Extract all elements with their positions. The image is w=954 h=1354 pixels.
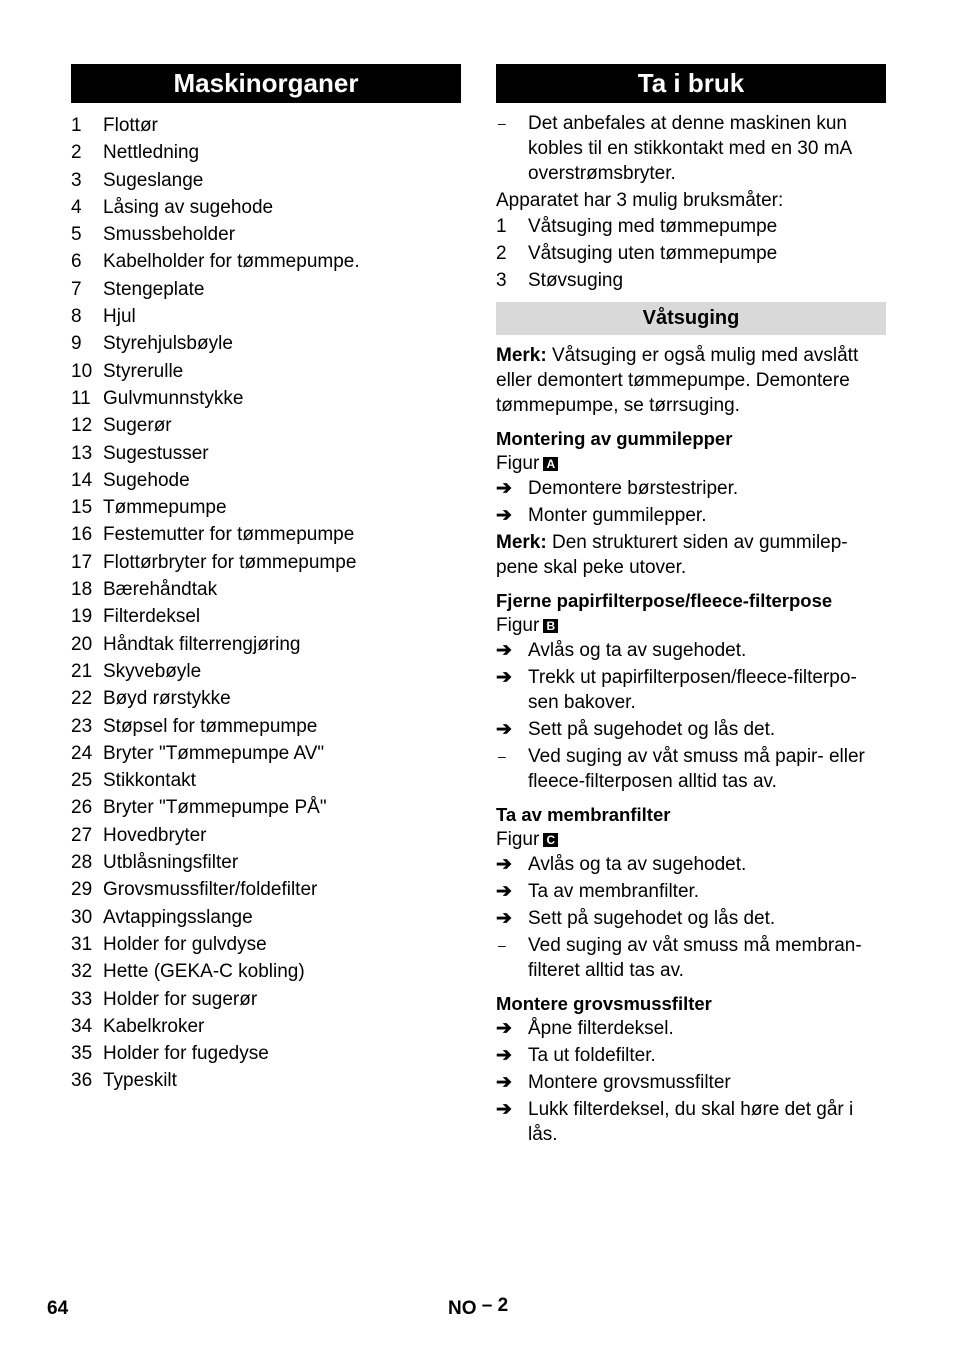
item-text: Stengeplate — [103, 278, 205, 300]
item-text: Utblåsningsfilter — [103, 852, 239, 874]
list-item — [71, 822, 461, 849]
item-text: Håndtak filterrengjøring — [103, 633, 301, 655]
dash-item — [496, 744, 886, 794]
item-text: Gulvmunnstykke — [103, 387, 244, 409]
dash-marker: – — [498, 937, 506, 953]
list-item — [496, 213, 886, 240]
list-item — [71, 876, 461, 903]
note-text: Våtsuging er også mulig med avslått eller demontert tømmepumpe. Demontere tømmepumpe, se tørrsuging. — [496, 345, 859, 416]
step-text: Ta av membranfilter. — [528, 881, 700, 902]
item-number: 11 — [71, 387, 91, 409]
step-item — [496, 503, 886, 528]
list-item — [71, 931, 461, 958]
figure-badge: B — [543, 619, 558, 633]
list-item — [71, 248, 461, 275]
step-item — [496, 665, 886, 715]
item-number: 8 — [71, 306, 82, 328]
list-item — [71, 276, 461, 303]
intro-note — [496, 111, 886, 186]
item-text: Bryter "Tømmepumpe PÅ" — [103, 797, 327, 819]
note-text: Den strukturert siden av gummilep-pene skal peke utover. — [496, 532, 848, 578]
figure-ref-c: Figur C — [496, 827, 886, 852]
list-item — [71, 303, 461, 330]
dash-item — [496, 933, 886, 983]
item-number: 34 — [71, 1015, 93, 1037]
item-number: 31 — [71, 933, 93, 955]
item-number: 1 — [71, 115, 82, 136]
list-item — [71, 412, 461, 439]
note-gummilepper — [496, 530, 886, 580]
page-number: 64 — [47, 1298, 69, 1319]
item-text: Hette (GEKA-C kobling) — [103, 961, 305, 983]
figure-badge: C — [543, 833, 558, 847]
modes-intro: Apparatet har 3 mulig bruksmåter: — [496, 190, 784, 211]
item-text: Holder for gulvdyse — [103, 933, 267, 955]
step-text: Åpne filterdeksel. — [528, 1018, 674, 1039]
dash-item-text: Ved suging av våt smuss må membran-filteret alltid tas av. — [528, 935, 862, 981]
step-text: Lukk filterdeksel, du skal høre det går i lås. — [528, 1099, 854, 1145]
list-item — [71, 631, 461, 658]
item-number: 6 — [71, 251, 82, 273]
modes-list — [496, 213, 886, 294]
heading-fjerne-filterpose: Fjerne papirfilterpose/fleece-filterpose — [496, 590, 833, 611]
item-text: Bøyd rørstykke — [103, 688, 231, 710]
list-item — [496, 240, 886, 267]
list-item — [71, 494, 461, 521]
steps-list — [496, 476, 886, 528]
step-text: Sett på sugehodet og lås det. — [528, 719, 776, 740]
arrow-icon: ➔ — [496, 1045, 512, 1066]
list-item — [71, 1040, 461, 1067]
figure-ref-b: Figur B — [496, 613, 886, 638]
figure-badge: A — [543, 457, 558, 471]
list-item — [71, 1013, 461, 1040]
note-vatsuging — [496, 343, 886, 418]
item-number: 36 — [71, 1070, 93, 1092]
item-text: Sugehode — [103, 469, 190, 491]
item-text: Hjul — [103, 306, 136, 328]
step-item — [496, 476, 886, 501]
step-text: Avlås og ta av sugehodet. — [528, 640, 747, 661]
item-text: Kabelholder for tømmepumpe. — [103, 251, 360, 273]
step-item — [496, 717, 886, 742]
item-text: Tømmepumpe — [103, 497, 227, 519]
item-number: 10 — [71, 360, 93, 382]
item-number: 20 — [71, 633, 93, 655]
heading-montering-gummilepper: Montering av gummilepper — [496, 428, 733, 449]
step-text: Trekk ut papirfilterposen/fleece-filterpo-sen bakover. — [528, 667, 857, 713]
item-number: 30 — [71, 906, 93, 928]
steps-list — [496, 1016, 886, 1147]
item-number: 18 — [71, 579, 93, 601]
item-number: 17 — [71, 551, 93, 573]
item-number: 4 — [71, 196, 82, 218]
item-text: Støpsel for tømmepumpe — [103, 715, 318, 737]
list-item — [71, 1067, 461, 1094]
item-number: 14 — [71, 469, 93, 491]
item-number: 28 — [71, 852, 93, 874]
arrow-icon: ➔ — [496, 505, 512, 526]
item-number: 32 — [71, 961, 93, 983]
intro-note-text: Det anbefales at denne maskinen kun kobles til en stikkontakt med en 30 mA overstrømsbryter. — [528, 113, 852, 184]
right-column — [496, 64, 886, 1149]
item-number: 25 — [71, 770, 93, 792]
item-number: 27 — [71, 824, 93, 846]
item-number: 9 — [71, 333, 82, 355]
step-item — [496, 906, 886, 931]
item-text: Våtsuging med tømmepumpe — [528, 216, 778, 237]
item-text: Sugeslange — [103, 169, 204, 191]
item-number: 26 — [71, 797, 93, 819]
item-number: 5 — [71, 224, 82, 246]
arrow-icon: ➔ — [496, 667, 512, 688]
list-item — [71, 685, 461, 712]
arrow-icon: ➔ — [496, 1099, 512, 1120]
item-text: Holder for sugerør — [103, 988, 258, 1010]
heading-ta-av-membranfilter: Ta av membranfilter — [496, 804, 671, 825]
step-text: Demontere børstestriper. — [528, 478, 739, 499]
item-number: 35 — [71, 1043, 93, 1065]
item-text: Filterdeksel — [103, 606, 201, 628]
item-text: Grovsmussfilter/foldefilter — [103, 879, 318, 901]
item-number: 33 — [71, 988, 93, 1010]
item-number: 1 — [496, 216, 507, 237]
step-item — [496, 638, 886, 663]
arrow-icon: ➔ — [496, 1072, 512, 1093]
section-title-maskinorganer: Maskinorganer — [71, 64, 461, 103]
dash-marker: – — [498, 748, 506, 764]
item-text: Hovedbryter — [103, 824, 207, 846]
list-item — [71, 167, 461, 194]
item-text: Flottørbryter for tømmepumpe — [103, 551, 357, 573]
item-number: 23 — [71, 715, 93, 737]
left-column — [71, 64, 461, 1095]
arrow-icon: ➔ — [496, 640, 512, 661]
dash-item-text: Ved suging av våt smuss må papir- eller fleece-filterposen alltid tas av. — [528, 746, 865, 792]
list-item — [71, 603, 461, 630]
arrow-icon: ➔ — [496, 908, 512, 929]
item-number: 19 — [71, 606, 93, 628]
list-item — [71, 767, 461, 794]
list-item — [71, 904, 461, 931]
arrow-icon: ➔ — [496, 478, 512, 499]
list-item — [71, 139, 461, 166]
list-item — [71, 740, 461, 767]
item-number: 13 — [71, 442, 93, 464]
step-item — [496, 1043, 886, 1068]
item-text: Styrehjulsbøyle — [103, 333, 233, 355]
item-text: Smussbeholder — [103, 224, 236, 246]
parts-list — [71, 112, 461, 1095]
section-title-ta-i-bruk: Ta i bruk — [496, 64, 886, 103]
step-item — [496, 1016, 886, 1041]
item-number: 2 — [496, 243, 507, 264]
item-text: Låsing av sugehode — [103, 196, 274, 218]
item-text: Bærehåndtak — [103, 579, 218, 601]
heading-montere-grovsmussfilter: Montere grovsmussfilter — [496, 993, 712, 1014]
item-number: 24 — [71, 742, 93, 764]
arrow-icon: ➔ — [496, 1018, 512, 1039]
list-item — [71, 385, 461, 412]
list-item — [71, 958, 461, 985]
item-number: 15 — [71, 497, 93, 519]
step-text: Montere grovsmussfilter — [528, 1072, 731, 1093]
item-number: 3 — [71, 169, 82, 191]
step-text: Monter gummilepper. — [528, 505, 707, 526]
footer-section-label: NO – 2 — [448, 1295, 509, 1319]
step-item — [496, 852, 886, 877]
note-label: Merk: — [496, 345, 547, 366]
arrow-icon: ➔ — [496, 719, 512, 740]
item-text: Kabelkroker — [103, 1015, 205, 1037]
item-text: Sugestusser — [103, 442, 209, 464]
arrow-icon: ➔ — [496, 881, 512, 902]
item-text: Støvsuging — [528, 270, 624, 291]
item-number: 29 — [71, 879, 93, 901]
item-text: Våtsuging uten tømmepumpe — [528, 243, 778, 264]
list-item — [71, 221, 461, 248]
list-item — [71, 440, 461, 467]
item-text: Skyvebøyle — [103, 660, 202, 682]
arrow-icon: ➔ — [496, 854, 512, 875]
item-text: Flottør — [103, 115, 158, 136]
note-label: Merk: — [496, 532, 547, 553]
list-item — [496, 267, 886, 294]
item-number: 3 — [496, 270, 507, 291]
step-text: Avlås og ta av sugehodet. — [528, 854, 747, 875]
item-number: 21 — [71, 660, 93, 682]
dash-marker: – — [498, 115, 506, 131]
list-item — [71, 358, 461, 385]
item-number: 22 — [71, 688, 93, 710]
steps-list — [496, 638, 886, 742]
step-item — [496, 1097, 886, 1147]
step-text: Sett på sugehodet og lås det. — [528, 908, 776, 929]
item-number: 2 — [71, 142, 82, 164]
list-item — [71, 849, 461, 876]
list-item — [71, 549, 461, 576]
step-text: Ta ut foldefilter. — [528, 1045, 656, 1066]
item-text: Sugerør — [103, 415, 172, 437]
item-text: Avtappingsslange — [103, 906, 253, 928]
item-text: Stikkontakt — [103, 770, 196, 792]
item-text: Nettledning — [103, 142, 200, 164]
figure-ref-a: Figur A — [496, 451, 886, 476]
item-text: Styrerulle — [103, 360, 184, 382]
list-item — [71, 112, 461, 139]
item-text: Holder for fugedyse — [103, 1043, 269, 1065]
item-number: 12 — [71, 415, 93, 437]
item-number: 7 — [71, 278, 82, 300]
item-number: 16 — [71, 524, 93, 546]
steps-list — [496, 852, 886, 931]
list-item — [71, 330, 461, 357]
subsection-title-vatsuging: Våtsuging — [496, 302, 886, 335]
item-text: Bryter "Tømmepumpe AV" — [103, 742, 325, 764]
list-item — [71, 521, 461, 548]
step-item — [496, 879, 886, 904]
list-item — [71, 986, 461, 1013]
list-item — [71, 194, 461, 221]
list-item — [71, 794, 461, 821]
item-text: Typeskilt — [103, 1070, 177, 1092]
item-text: Festemutter for tømmepumpe — [103, 524, 355, 546]
list-item — [71, 576, 461, 603]
step-item — [496, 1070, 886, 1095]
list-item — [71, 713, 461, 740]
list-item — [71, 467, 461, 494]
list-item — [71, 658, 461, 685]
